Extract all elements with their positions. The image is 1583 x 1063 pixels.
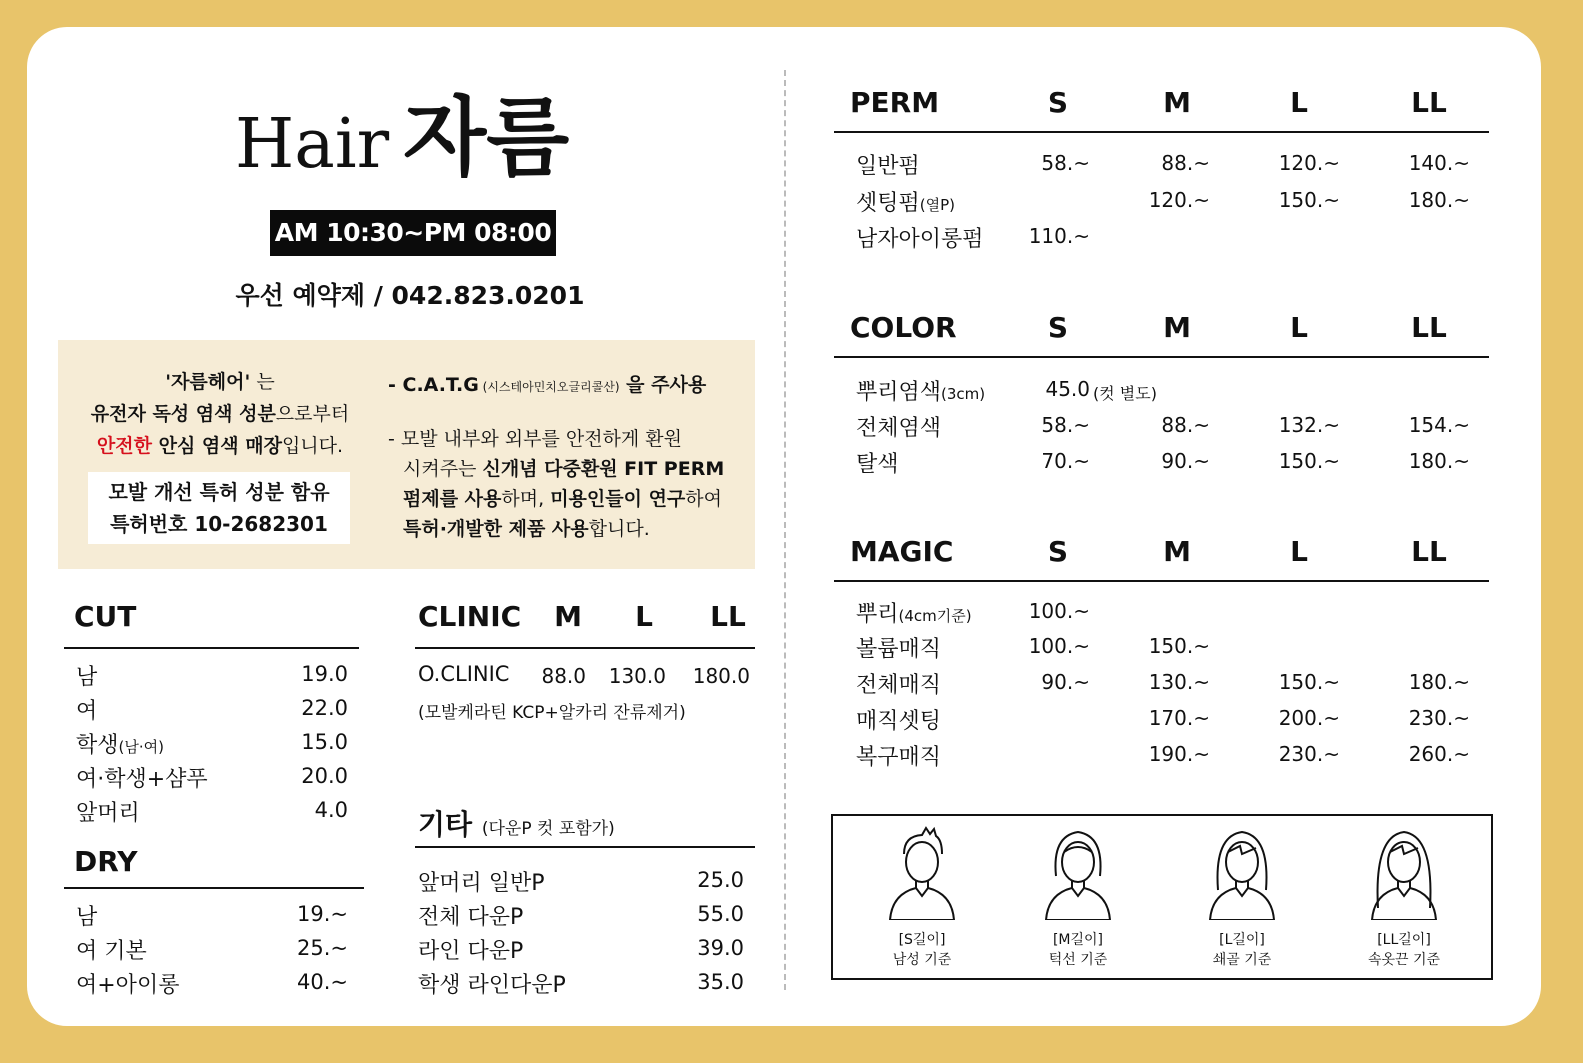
color-extra-note: (컷 별도)	[1093, 384, 1157, 403]
clinic-col-l: L	[635, 600, 653, 633]
clinic-col-m: M	[554, 600, 582, 633]
perm-row-label	[856, 222, 984, 253]
logo-en: Hair	[235, 105, 390, 184]
perm-rule	[834, 131, 1489, 133]
item-label: 볼륨매직	[856, 637, 942, 662]
magic-price: 200.~	[1278, 706, 1340, 730]
hair-length-desc: 남성 기준	[892, 952, 952, 968]
magic-row-label	[856, 704, 941, 735]
cut-row-label	[76, 728, 164, 759]
clinic-rule	[415, 647, 755, 649]
cut-row-price: 19.0	[301, 662, 348, 686]
item-label: 탈색	[856, 452, 899, 477]
dry-row-label: 여+아이롱	[76, 973, 180, 998]
safety-statement: '자름헤어' 는 유전자 독성 염색 성분으로부터 안전한 안심 염색 매장입니다.	[90, 371, 350, 457]
chin-length-hair-person-icon	[1008, 824, 1148, 926]
etc-row-label: 라인 다운P	[418, 939, 524, 964]
magic-col-l: L	[1290, 535, 1308, 568]
color-row-label	[856, 411, 941, 442]
color-price: 58.~	[1041, 413, 1090, 437]
item-label: 여	[76, 699, 98, 724]
etc-row-label: 전체 다운P	[418, 905, 524, 930]
magic-price: 190.~	[1148, 742, 1210, 766]
magic-row-label	[856, 597, 972, 628]
item-label: 복구매직	[856, 745, 942, 770]
magic-price: 230.~	[1278, 742, 1340, 766]
hair-length-tag: [L길이]	[1219, 932, 1265, 948]
etc-row-price: 55.0	[697, 902, 744, 926]
cut-row-price: 22.0	[301, 696, 348, 720]
etc-row-price: 35.0	[697, 970, 744, 994]
etc-row-price: 39.0	[697, 936, 744, 960]
dry-row-price: 25.~	[297, 936, 348, 960]
item-note: (4cm기준)	[898, 607, 972, 625]
hair-length-desc: 쇄골 기준	[1212, 952, 1272, 968]
item-label: 여·학생+샴푸	[76, 767, 208, 792]
hair-length-desc: 턱선 기준	[1048, 952, 1108, 968]
perm-price: 180.~	[1408, 188, 1470, 212]
perm-price: 120.~	[1148, 188, 1210, 212]
patent-badge: 모발 개선 특허 성분 함유 특허번호 10-2682301	[88, 472, 350, 544]
color-price: 150.~	[1278, 449, 1340, 473]
clinic-price-l: 130.0	[608, 664, 666, 688]
hair-length-tag: [LL길이]	[1377, 932, 1431, 948]
magic-price: 230.~	[1408, 706, 1470, 730]
hair-length-item	[1172, 824, 1312, 970]
color-price: 90.~	[1161, 449, 1210, 473]
clinic-price-m: 88.0	[541, 664, 586, 688]
hair-length-desc: 속옷끈 기준	[1367, 952, 1441, 968]
item-label: 전체매직	[856, 673, 942, 698]
magic-price: 150.~	[1148, 634, 1210, 658]
magic-price: 260.~	[1408, 742, 1470, 766]
dry-row-label: 여 기본	[76, 939, 147, 964]
etc-rule	[415, 846, 755, 848]
perm-price: 120.~	[1278, 151, 1340, 175]
cut-row-label	[76, 660, 97, 691]
color-col-ll: LL	[1411, 311, 1447, 344]
collarbone-length-hair-person-icon	[1172, 824, 1312, 926]
perm-price: 150.~	[1278, 188, 1340, 212]
perm-title: PERM	[850, 86, 940, 119]
magic-price: 100.~	[1028, 599, 1090, 623]
long-hair-person-icon	[1334, 824, 1474, 926]
clinic-price-ll: 180.0	[692, 664, 750, 688]
dry-row-label: 남	[76, 905, 98, 930]
item-label: 학생	[76, 733, 119, 758]
perm-row-label	[856, 186, 955, 217]
magic-title: MAGIC	[850, 535, 954, 568]
cut-row-label	[76, 796, 140, 827]
magic-price: 130.~	[1148, 670, 1210, 694]
item-label: 뿌리	[856, 602, 899, 627]
cut-row-price: 4.0	[314, 798, 348, 822]
hair-length-item	[1334, 824, 1474, 970]
perm-price: 140.~	[1408, 151, 1470, 175]
item-note: (열P)	[919, 196, 956, 214]
item-label: 매직셋팅	[856, 709, 942, 734]
clinic-title: CLINIC	[418, 600, 522, 633]
hair-length-item	[1008, 824, 1148, 970]
color-title: COLOR	[850, 311, 957, 344]
magic-row-label	[856, 632, 941, 663]
cut-rule	[64, 647, 359, 649]
item-label: 뿌리염색	[856, 380, 942, 405]
item-label: 남자아이롱펌	[856, 227, 984, 252]
magic-price: 100.~	[1028, 634, 1090, 658]
magic-price: 90.~	[1041, 670, 1090, 694]
clinic-row-label: O.CLINIC	[418, 662, 510, 686]
perm-price: 58.~	[1041, 151, 1090, 175]
magic-col-m: M	[1163, 535, 1191, 568]
color-col-s: S	[1047, 311, 1069, 344]
color-price: 88.~	[1161, 413, 1210, 437]
magic-row-label	[856, 668, 941, 699]
hair-length-tag: [S길이]	[898, 932, 946, 948]
item-label: 전체염색	[856, 416, 942, 441]
color-price: 70.~	[1041, 449, 1090, 473]
color-col-l: L	[1290, 311, 1308, 344]
dry-row-price: 40.~	[297, 970, 348, 994]
dry-rule	[64, 887, 364, 889]
item-label: 남	[76, 665, 98, 690]
color-price: 154.~	[1408, 413, 1470, 437]
clinic-note: (모발케라틴 KCP+알카리 잔류제거)	[418, 703, 686, 723]
cut-row-price: 15.0	[301, 730, 348, 754]
magic-rule	[834, 580, 1489, 582]
color-row-label	[856, 447, 899, 478]
etc-title: 기타 (다운P 컷 포함가)	[418, 808, 615, 841]
magic-price: 150.~	[1278, 670, 1340, 694]
dry-row-price: 19.~	[297, 902, 348, 926]
perm-product-statement: - C.A.T.G (시스테아민치오글리콜산) 을 주사용 - 모발 내부와 외부를 안전하게 환원 시켜주는 신개념 다중환원 FIT PERM 펌제를 사용하며, 미용인들이 연구하여 특허·개발한 제품 사용합니다.	[388, 374, 725, 540]
color-price: 45.0	[1045, 377, 1090, 401]
cut-row-label	[76, 694, 97, 725]
magic-col-ll: LL	[1411, 535, 1447, 568]
short-hair-person-icon	[852, 824, 992, 926]
column-divider	[784, 70, 786, 990]
reservation-phone: 우선 예약제 / 042.823.0201	[235, 281, 585, 310]
dry-title: DRY	[74, 845, 138, 878]
etc-row-label: 앞머리 일반P	[418, 871, 545, 896]
cut-title: CUT	[74, 600, 137, 633]
magic-row-label	[856, 740, 941, 771]
perm-col-ll: LL	[1411, 86, 1447, 119]
etc-row-label: 학생 라인다운P	[418, 973, 566, 998]
cut-row-price: 20.0	[301, 764, 348, 788]
perm-row-label	[856, 149, 920, 180]
item-label: 일반펌	[856, 154, 920, 179]
color-price: 180.~	[1408, 449, 1470, 473]
color-price: 132.~	[1278, 413, 1340, 437]
color-col-m: M	[1163, 311, 1191, 344]
magic-col-s: S	[1047, 535, 1069, 568]
cut-row-label	[76, 762, 208, 793]
magic-price: 180.~	[1408, 670, 1470, 694]
item-note: (남·여)	[118, 738, 164, 756]
magic-price: 170.~	[1148, 706, 1210, 730]
color-row-label	[856, 375, 985, 406]
perm-price: 110.~	[1028, 224, 1090, 248]
perm-col-s: S	[1047, 86, 1069, 119]
business-hours: AM 10:30~PM 08:00	[270, 210, 556, 256]
shop-logo	[235, 88, 569, 195]
item-label: 셋팅펌	[856, 191, 920, 216]
perm-col-m: M	[1163, 86, 1191, 119]
item-note: (3cm)	[941, 385, 986, 403]
hair-length-tag: [M길이]	[1052, 932, 1104, 948]
perm-col-l: L	[1290, 86, 1308, 119]
etc-row-price: 25.0	[697, 868, 744, 892]
hair-length-item	[852, 824, 992, 970]
color-rule	[834, 356, 1489, 358]
logo-ko: 자름	[403, 87, 570, 188]
clinic-col-ll: LL	[710, 600, 746, 633]
perm-price: 88.~	[1161, 151, 1210, 175]
item-label: 앞머리	[76, 801, 140, 826]
